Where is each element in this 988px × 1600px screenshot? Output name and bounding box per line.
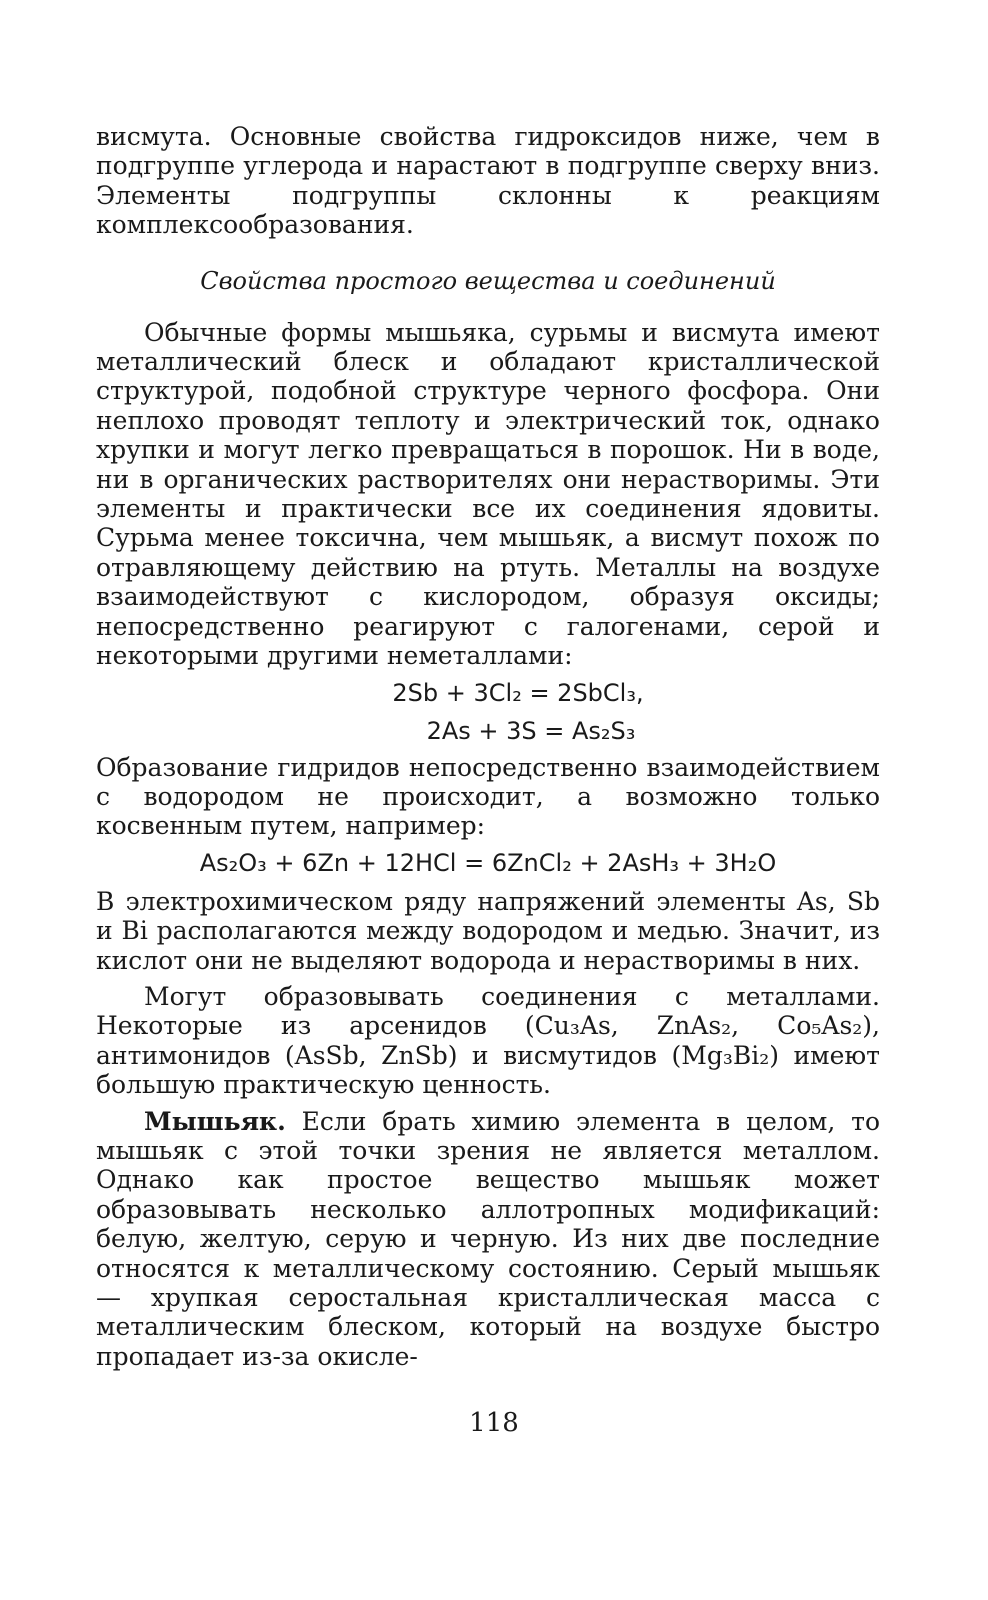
equation-arsine: As₂O₃ + 6Zn + 12HCl = 6ZnCl₂ + 2AsH₃ + 3H₂O (199, 848, 777, 877)
equation-antimony-chlorine: 2Sb + 3Cl₂ = 2SbCl₃, (392, 678, 644, 707)
paragraph-arsenic-body: Если брать химию элемента в целом, то мышьяк с этой точки зрения не является металлом. Однако как простое вещество мышьяк может образовывать несколько аллотропных модификаций: белую, желтую, серую и черную. Из них две последние относятся к металлическому состоянию. Серый мышьяк — хрупкая серостальная кристаллическая масса с металлическим блеском, который на воздухе быстро пропадает из-за окисле- (96, 1106, 880, 1371)
paragraph-electrochemical: В электрохимическом ряду напряжений элементы As, Sb и Bi располагаются между водородом и медью. Значит, из кислот они не выделяют водорода и нерастворимы в них. (96, 886, 880, 975)
page-number: 118 (469, 1408, 519, 1438)
paragraph-compounds: Могут образовывать соединения с металлами. Некоторые из арсенидов (Cu₃As, ZnAs₂, Co₅As₂), антимонидов (AsSb, ZnSb) и висмутидов (Mg₃Bi₂) имеют большую практическую ценность. (96, 981, 880, 1100)
equation-arsenic-sulfur: 2As + 3S = As₂S₃ (426, 716, 636, 745)
paragraph-arsenic (96, 1107, 880, 1372)
paragraph-properties: Обычные формы мышьяка, сурьмы и висмута имеют металлический блеск и обладают кристаллической структурой, подобной структуре черного фосфора. Они неплохо проводят теплоту и электрический ток, однако хрупки и могут легко превращаться в порошок. Ни в воде, ни в органических растворителях они нерастворимы. Эти элементы и практически все их соединения ядовиты. Сурьма менее токсична, чем мышьяк, а висмут похож по отравляющему действию на ртуть. Металлы на воздухе взаимодействуют с кислородом, образуя оксиды; непосредственно реагируют с галогенами, серой и некоторыми другими неметаллами: (96, 317, 880, 671)
page-content (96, 122, 880, 1371)
paragraph-hydrides: Образование гидридов непосредственно взаимодействием с водородом не происходит, а возможно только косвенным путем, например: (96, 752, 880, 841)
paragraph-continuation: висмута. Основные свойства гидроксидов ниже, чем в подгруппе углерода и нарастают в подгруппе сверху вниз. Элементы подгруппы склонны к реакциям комплексообразования. (96, 122, 880, 240)
paragraph-arsenic-lead: Мышьяк. (144, 1106, 286, 1136)
section-heading: Свойства простого вещества и соединений (200, 266, 776, 295)
